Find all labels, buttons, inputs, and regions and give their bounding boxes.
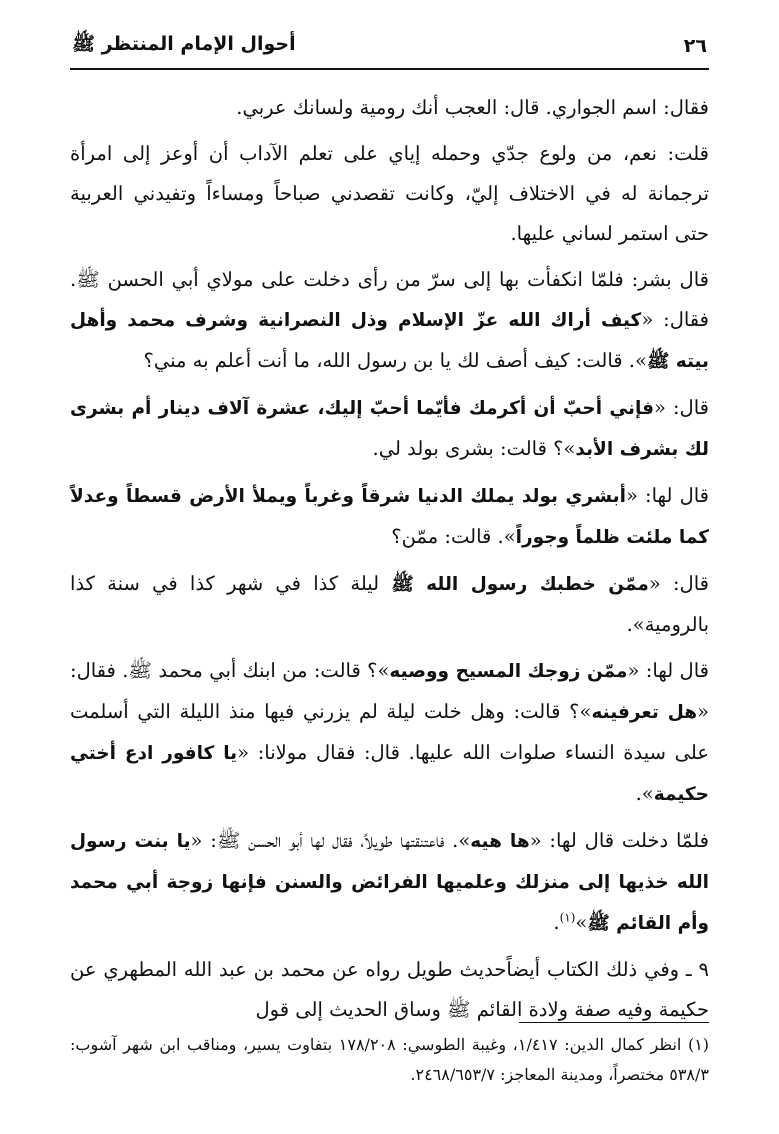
quoted-text-bold: ممّن خطبك رسول الله ﷺ: [391, 574, 649, 595]
text-segment: قال لها: «: [627, 659, 709, 682]
text-segment: قال: «: [654, 396, 709, 419]
text-segment: ».: [635, 782, 654, 805]
quoted-text-bold: يا كافور ادع أختي حكيمة: [70, 743, 709, 805]
paragraph: [70, 260, 709, 382]
page-header: [72, 26, 707, 66]
text-segment: »؟ قالت: وهل خلت ليلة لم يزرني فيها منذ الليلة التي أسلمت على سيدة النساء صلوات الله عليها. قال: فقال مولانا: «: [70, 700, 709, 764]
quoted-text-bold: أبشري بولد يملك الدنيا شرقاً وغرباً ويملأ الأرض قسطاً وعدلاً كما ملئت ظلماً وجوراً: [70, 486, 709, 548]
footnote-marker: (١): [559, 910, 576, 925]
footnote: (١) انظر كمال الدين: ١/٤١٧، وغيبة الطوسي: ١٧٨/٢٠٨ بتفاوت يسير، ومناقب ابن شهر آشوب: ٥٣٨/٣ مختصراً، ومدينة المعاجز: ٢٤٦٨/٦٥٣/٧.: [70, 1035, 710, 1084]
paragraph: [70, 651, 709, 815]
body-text: [70, 88, 709, 1036]
footnote-divider: [519, 1022, 709, 1023]
quoted-text-bold: يا بنت رسول الله خذيها إلى منزلك وعلميها الفرائض والسنن فإنها زوجة أبي محمد وأم القائم ﷺ: [70, 831, 709, 934]
text-segment: قلت: نعم، من ولوع جدّي وحمله إياي على تعلم الآداب أن أوعز إلى امرأة ترجمانة له في الاختلاف إليّ، وكانت تقصدني صباحاً ومساءاً وتفيدني العربية حتى استمر لساني عليها.: [70, 142, 709, 245]
text-segment: »؟ قالت: بشرى بولد لي.: [372, 437, 576, 460]
text-segment: ليلة كذا في شهر كذا في سنة كذا بالرومية».: [70, 572, 709, 636]
paragraph: [70, 388, 709, 470]
quoted-text-bold: كيف أراك الله عزّ الإسلام وذل النصرانية وشرف محمد وأهل بيته ﷺ: [70, 310, 709, 372]
text-segment: ». قالت: ممّن؟: [391, 525, 516, 548]
running-title: أحوال الإمام المنتظر ﷺ: [72, 33, 296, 55]
quoted-text-bold: هل تعرفينه: [591, 702, 698, 723]
paragraph: [70, 134, 709, 254]
paragraph: [70, 88, 709, 128]
text-segment: ». فاعتنقتها طويلاً، فقال لها أبو الحسن ﷺ: «: [190, 829, 471, 852]
header-divider: [70, 68, 709, 70]
text-segment: ٩ ـ وفي ذلك الكتاب أيضاًحديث طويل رواه عن محمد بن عبد الله المطهري عن حكيمة وفيه صفة ولادة القائم ﷺ وساق الحديث إلى قول: [70, 958, 709, 1021]
paragraph: [70, 564, 709, 645]
text-segment: قال: «: [648, 572, 709, 595]
page-number: ٢٦: [683, 35, 707, 57]
text-segment: قال لها: «: [625, 484, 710, 507]
quoted-text-bold: فإني أحبّ أن أكرمك فأيّما أحبّ إليك، عشرة آلاف دينار أم بشرى لك بشرف الأبد: [70, 398, 709, 460]
text-segment: فلمّا دخلت قال لها: «: [529, 829, 709, 852]
paragraph: [70, 950, 709, 1030]
quoted-text-bold: ممّن زوجك المسيح ووصيه: [389, 661, 628, 682]
text-segment: فقال: اسم الجواري. قال: العجب أنك رومية ولسانك عربي.: [236, 96, 709, 119]
paragraph: [70, 821, 709, 944]
text-segment: »: [575, 911, 588, 934]
text-segment: .: [553, 911, 560, 934]
paragraph: [70, 476, 709, 558]
text-segment: ». قالت: كيف أصف لك يا بن رسول الله، ما أنت أعلم به مني؟: [143, 349, 647, 372]
text-segment: »؟ قالت: من ابنك أبي محمد ﷺ. فقال: «: [70, 659, 709, 723]
quoted-text-bold: ها هيه: [470, 831, 530, 852]
text-segment: قال بشر: فلمّا انكفأت بها إلى سرّ من رأى دخلت على مولاي أبي الحسن ﷺ. فقال: «: [70, 268, 709, 331]
